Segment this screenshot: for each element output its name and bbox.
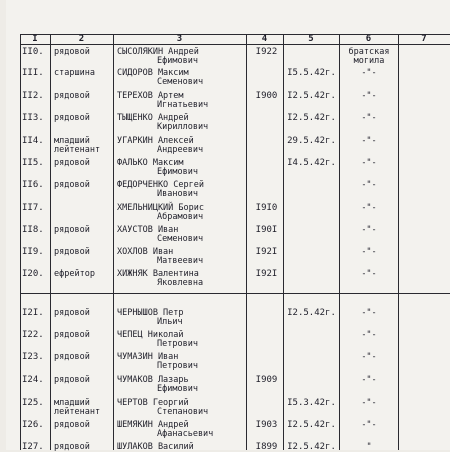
rank: рядовой (54, 158, 90, 168)
burial-note: -"- (361, 225, 377, 235)
rank: рядовой (54, 442, 90, 452)
rank: младший (54, 398, 90, 408)
surname-firstname: ХИЖНЯК Валентина (117, 269, 199, 279)
death-date: I2.5.42г. (287, 308, 336, 318)
surname-firstname: ШЕМЯКИН Андрей (117, 420, 189, 430)
rank-line-2: лейтенант (54, 407, 101, 417)
patronymic: Ефимович (157, 384, 198, 394)
surname-firstname: ЧЕПЕЦ Николай (117, 330, 184, 340)
rank: старшина (54, 68, 95, 78)
row-number: II8. (22, 225, 44, 235)
patronymic: Иванович (157, 189, 198, 199)
burial-note: -"- (361, 352, 377, 362)
row-number: II6. (22, 180, 44, 190)
burial-note: -"- (361, 330, 377, 340)
surname-firstname: ТЕРЕХОВ Артем (117, 91, 184, 101)
patronymic: Игнатьевич (157, 100, 209, 110)
birth-year: I899 (255, 442, 278, 452)
patronymic: Семенович (157, 77, 204, 87)
death-date: I2.5.42г. (287, 113, 336, 123)
header-col-7: 7 (421, 34, 427, 44)
rank: рядовой (54, 91, 90, 101)
death-date: 29.5.42г. (287, 136, 336, 146)
header-col-1: I (32, 34, 38, 44)
header-col-5: 5 (308, 34, 314, 44)
rank: рядовой (54, 113, 90, 123)
burial-note: -"- (361, 375, 377, 385)
surname-firstname: ЧЕРТОВ Георгий (117, 398, 189, 408)
row-number: II0. (22, 47, 44, 57)
rank-line-2: лейтенант (54, 145, 101, 155)
burial-note: -"- (361, 269, 377, 279)
birth-year: I909 (255, 375, 278, 385)
header-col-4: 4 (261, 34, 268, 44)
row-number: II2. (22, 91, 44, 101)
surname-firstname: ШУЛАКОВ Василий (117, 442, 194, 452)
burial-note: -"- (361, 68, 377, 78)
row-number: III. (22, 68, 44, 78)
surname-firstname: СЫСОЛЯКИН Андрей (117, 47, 199, 57)
row-number: II7. (22, 203, 44, 213)
burial-note: -"- (361, 398, 377, 408)
patronymic: Андреевич (157, 145, 204, 155)
surname-firstname: ЧУМАЗИН Иван (117, 352, 179, 362)
patronymic: Петрович (157, 339, 198, 349)
row-number: I23. (22, 352, 44, 362)
burial-note: -"- (361, 203, 377, 213)
header-col-2: 2 (78, 34, 85, 44)
patronymic: Семенович (157, 234, 204, 244)
rank: ефрейтор (54, 269, 95, 279)
document-page (6, 0, 450, 450)
row-number: II3. (22, 113, 44, 123)
column-divider (20, 34, 21, 450)
rank: рядовой (54, 225, 90, 235)
surname-firstname: ЧЕРНЫШОВ Петр (117, 308, 184, 318)
death-date: I4.5.42г. (287, 158, 336, 168)
birth-year: I900 (255, 91, 278, 101)
patronymic: Степанович (157, 407, 209, 417)
rank: младший (54, 136, 90, 146)
burial-note: -"- (361, 420, 377, 430)
patronymic: Ефимович (157, 167, 198, 177)
burial-note: -"- (361, 136, 377, 146)
surname-firstname: ЧУМАКОВ Лазарь (117, 375, 189, 385)
surname-firstname: ФАЛЬКО Максим (117, 158, 184, 168)
row-number: I24. (22, 375, 44, 385)
burial-note: " (366, 442, 372, 452)
burial-note: -"- (361, 158, 377, 168)
patronymic: Афанасьевич (157, 429, 214, 439)
rank: рядовой (54, 352, 90, 362)
burial-note: -"- (361, 180, 377, 190)
death-date: I2.5.42г. (287, 91, 336, 101)
birth-year: I903 (255, 420, 278, 430)
birth-year: I90I (255, 225, 278, 235)
column-divider (398, 34, 399, 450)
birth-year: I922 (255, 47, 278, 57)
rank: рядовой (54, 247, 90, 257)
burial-note: -"- (361, 91, 377, 101)
row-number: I27. (22, 442, 44, 452)
burial-note: братская (348, 47, 390, 57)
header-col-6: 6 (365, 34, 372, 44)
header-col-3: 3 (176, 34, 183, 44)
surname-firstname: СИДОРОВ Максим (117, 68, 189, 78)
column-divider (113, 34, 114, 450)
birth-year: I92I (255, 247, 278, 257)
rank: рядовой (54, 330, 90, 340)
patronymic: Ефимович (157, 56, 198, 66)
surname-firstname: УГАРКИН Алексей (117, 136, 194, 146)
death-date: I2.5.42г. (287, 420, 336, 430)
patronymic: Кириллович (157, 122, 209, 132)
burial-note-line-2: могила (353, 56, 385, 66)
birth-year: I9I0 (255, 203, 278, 213)
death-date: I5.3.42г. (287, 398, 336, 408)
row-number: I26. (22, 420, 44, 430)
patronymic: Яковлевна (157, 278, 204, 288)
surname-firstname: ХАУСТОВ Иван (117, 225, 179, 235)
death-date: I2.5.42г. (287, 442, 336, 452)
patronymic: Петрович (157, 361, 198, 371)
rank: рядовой (54, 308, 90, 318)
burial-note: -"- (361, 308, 377, 318)
row-number: II4. (22, 136, 44, 146)
row-number: I20. (22, 269, 44, 279)
rank: рядовой (54, 375, 90, 385)
row-number: I25. (22, 398, 44, 408)
rank: рядовой (54, 180, 90, 190)
rank: рядовой (54, 47, 90, 57)
burial-note: -"- (361, 247, 377, 257)
row-number: II5. (22, 158, 44, 168)
surname-firstname: ФЕДОРЧЕНКО Сергей (117, 180, 204, 190)
burial-note: -"- (361, 113, 377, 123)
row-number: I2I. (22, 308, 44, 318)
section-divider (20, 293, 450, 294)
patronymic: Абрамович (157, 212, 204, 222)
death-date: I5.5.42г. (287, 68, 336, 78)
patronymic: Матвеевич (157, 256, 204, 266)
birth-year: I92I (255, 269, 278, 279)
surname-firstname: ТЫЩЕНКО Андрей (117, 113, 189, 123)
surname-firstname: ХОХЛОВ Иван (117, 247, 174, 257)
surname-firstname: ХМЕЛЬНИЦКИЙ Борис (117, 203, 204, 213)
patronymic: Ильич (157, 317, 183, 327)
row-number: I22. (22, 330, 44, 340)
rank: рядовой (54, 420, 90, 430)
header-bottom-border (20, 44, 450, 45)
row-number: II9. (22, 247, 44, 257)
